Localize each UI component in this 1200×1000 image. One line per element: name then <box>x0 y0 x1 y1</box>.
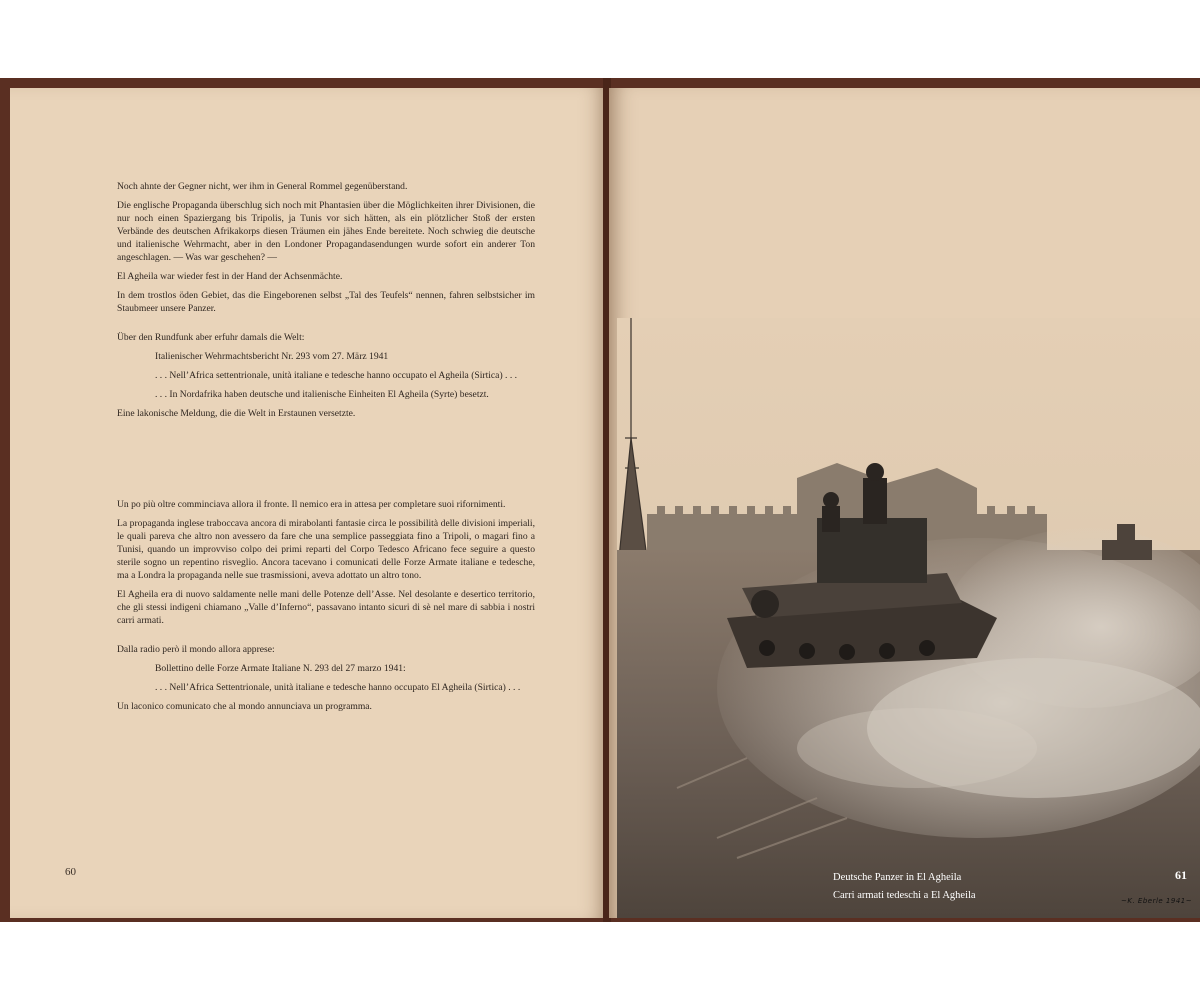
italian-bulletin-quote: . . . Nell’Africa Settentrionale, unità italiane e tedesche hanno occupato El Agheila (Sirtica) . . . <box>155 682 521 693</box>
german-paragraph-3: El Agheila war wieder fest in der Hand der Achsenmächte. <box>117 271 343 282</box>
german-report-title: Italienischer Wehrmachtsbericht Nr. 293 vom 27. März 1941 <box>155 351 389 362</box>
caption-italian: Carri armati tedeschi a El Agheila <box>833 890 976 901</box>
italian-text-block <box>117 498 535 719</box>
german-report-quote-italian: . . . Nell’Africa settentrionale, unità italiane e tedesche hanno occupato el Agheila (Sirtica) . . . <box>155 370 518 381</box>
page-number-right: 61 <box>1175 868 1187 882</box>
german-paragraph-5: Über den Rundfunk aber erfuhr damals die Welt: <box>117 332 305 343</box>
tank-photograph <box>617 318 1200 918</box>
german-paragraph-4: In dem trostlos öden Gebiet, das die Eingeborenen selbst „Tal des Teufels“ nennen, fahren selbstsicher im Staubmeer unsere Panzer. <box>117 290 535 314</box>
german-paragraph-closing: Eine lakonische Meldung, die die Welt in Erstaunen versetzte. <box>117 408 356 419</box>
german-paragraph-2: Die englische Propaganda überschlug sich noch mit Phantasien über die Möglichkeiten ihrer Divisionen, die nur noch einen Spaziergang bis Tripolis, ja Tunis vor sich hätten, als ein plötzlicher Stoß der ersten Verbände des deutschen Afrikakorps diesen Träumen ein jähes Ende bereitete. Noch schwieg die deutsche und italienische Wehrmacht, aber in den Londoner Propagandasendungen wurde sofort ein anderer Ton angeschlagen. — Was war geschehen? — <box>117 200 535 263</box>
german-paragraph-1: Noch ahnte der Gegner nicht, wer ihm in General Rommel gegenüberstand. <box>117 181 408 192</box>
artist-signature: ~K. Eberle 1941~ <box>1121 897 1193 905</box>
italian-paragraph-3: El Agheila era di nuovo saldamente nelle mani delle Potenze dell’Asse. Nel desolante e desertico territorio, che gli stessi indigeni chiamano „Valle d’Inferno“, passavano intanto sicuri di sè nel mare di sabbia i nostri carri armati. <box>117 589 535 626</box>
italian-paragraph-closing: Un laconico comunicato che al mondo annunciava un programma. <box>117 701 372 712</box>
german-text-block <box>117 180 535 426</box>
italian-paragraph-1: Un po più oltre comminciava allora il fronte. Il nemico era in attesa per completare suoi rifornimenti. <box>117 499 506 510</box>
caption-german: Deutsche Panzer in El Agheila <box>833 872 962 883</box>
italian-paragraph-4: Dalla radio però il mondo allora apprese: <box>117 644 275 655</box>
german-report-quote-german: . . . In Nordafrika haben deutsche und italienische Einheiten El Agheila (Syrte) besetzt. <box>155 389 489 400</box>
italian-paragraph-2: La propaganda inglese traboccava ancora di mirabolanti fantasie circa le possibilità delle divisioni imperiali, le quali pareva che altro non avessero da fare che una semplice passeggiata fino a Tripoli, o magari fino a Tunisi, quando un improvviso colpo dei primi reparti del Corpo Tedesco Africano fece seguire a questo sterile sogno un repentino risveglio. Ancora tacevano i comunicati delle Forze Armate italiane e tedesche, ma a Londra la propaganda nelle sue trasmissioni, aveva adottato un altro tono. <box>117 518 535 581</box>
italian-bulletin-title: Bollettino delle Forze Armate Italiane N. 293 del 27 marzo 1941: <box>155 663 406 674</box>
page-number-left: 60 <box>65 866 76 878</box>
right-page <box>609 88 1200 918</box>
open-book <box>0 78 1200 922</box>
left-page <box>10 88 607 918</box>
